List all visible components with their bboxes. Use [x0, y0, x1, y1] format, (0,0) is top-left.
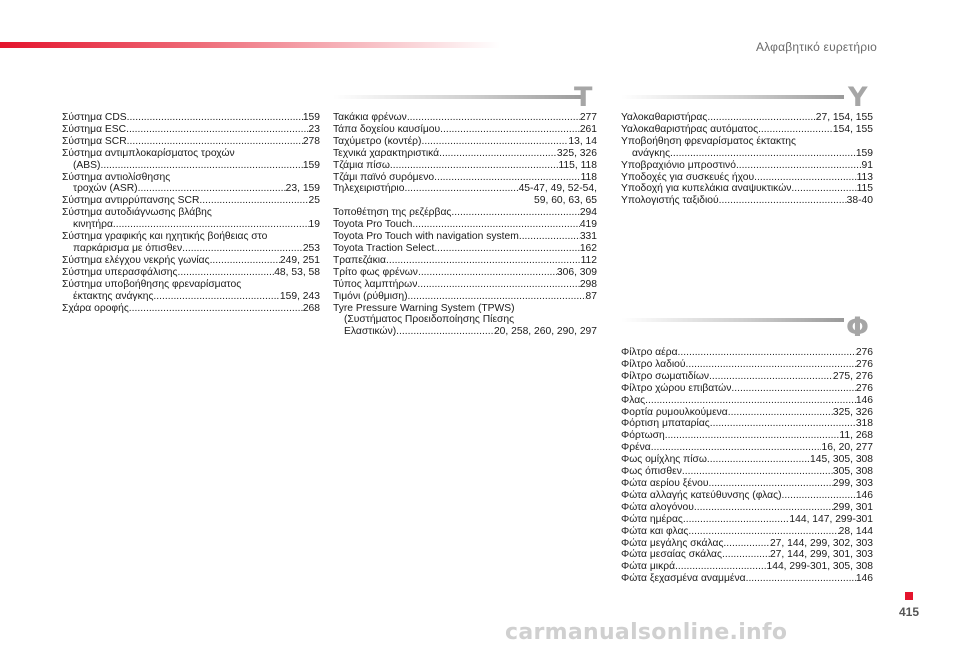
index-entry-term: Τιμόνι (ρύθμιση) — [333, 290, 408, 302]
index-entry-heading: (Συστήματος Προειδοποίησης Πίεσης — [344, 314, 515, 326]
index-entry — [621, 183, 873, 195]
index-entry-pages: 253 — [302, 242, 320, 254]
index-entry-heading: Σύστημα γραφικής και ηχητικής βοήθειας στο — [62, 231, 268, 243]
index-entry-term: Σχάρα οροφής — [62, 302, 129, 314]
index-entry — [621, 538, 873, 550]
index-entry — [333, 183, 597, 195]
index-entry-pages: 299, 301 — [832, 501, 873, 513]
index-entry-term: Σύστημα υπερασφάλισης — [62, 266, 178, 278]
index-entry — [621, 418, 873, 430]
index-entry — [62, 160, 320, 172]
index-entry-pages: 146 — [855, 394, 873, 406]
index-entry-term: Φώτα ξεχασμένα αναμμένα — [621, 573, 746, 585]
page-marker — [905, 592, 913, 600]
index-entry-term: Φόρτιση μπαταρίας — [621, 418, 710, 430]
index-entry-term: ανάγκης — [632, 147, 671, 159]
index-entry-pages: 91 — [861, 159, 873, 171]
section-divider-f — [621, 318, 844, 322]
top-accent-bar — [0, 42, 500, 48]
index-entry-pages: 112 — [580, 254, 597, 266]
index-entry-pages: 118 — [580, 171, 597, 183]
index-entry-pages: 306, 309 — [556, 266, 597, 278]
dot-leader — [396, 326, 494, 338]
index-entry-pages: 16, 20, 277 — [821, 442, 873, 454]
index-entry-pages: 276 — [855, 347, 873, 358]
dot-leader — [434, 243, 580, 255]
dot-leader — [421, 136, 568, 148]
index-entry-continuation: 59, 60, 63, 65 — [534, 195, 597, 207]
index-entry — [621, 148, 873, 160]
index-entry-pages: 27, 144, 299, 302, 303 — [769, 537, 873, 549]
index-entry-term: Φώτα μεσαίας σκάλας — [621, 549, 722, 561]
dot-leader — [651, 442, 822, 454]
dot-leader — [178, 267, 275, 279]
index-entry — [333, 279, 597, 291]
dot-leader — [210, 255, 280, 267]
index-entry — [62, 195, 320, 207]
index-entry-pages: 159 — [302, 112, 320, 123]
dot-leader — [708, 478, 832, 490]
index-entry-term: Τακάκια φρένων — [333, 112, 407, 123]
dot-leader — [731, 383, 855, 395]
dot-leader — [758, 124, 833, 136]
index-entry-term: παρκάρισμα με όπισθεν — [73, 242, 183, 254]
section-letter-y: Y — [848, 82, 868, 113]
index-entry-term: (ABS) — [73, 159, 101, 171]
index-entry — [333, 112, 597, 124]
index-entry — [621, 490, 873, 502]
index-entry-term: κινητήρα — [73, 219, 113, 231]
dot-leader — [710, 418, 856, 430]
watermark: carmanualsonline.info — [505, 620, 788, 645]
index-entry-term: Σύστημα CDS — [62, 112, 127, 123]
index-entry-pages: 145, 305, 308 — [810, 454, 873, 466]
dot-leader — [683, 514, 790, 526]
index-entry-pages: 154, 155 — [832, 123, 873, 135]
index-entry — [62, 124, 320, 136]
index-entry-term: Υαλοκαθαριστήρας — [621, 112, 708, 123]
index-entry-pages: 278 — [302, 135, 320, 147]
dot-leader — [182, 243, 303, 255]
index-entry-heading: Σύστημα αυτοδιάγνωσης βλάβης — [62, 207, 212, 219]
index-entry-pages: 146 — [855, 573, 873, 585]
index-entry-term: έκτακτης ανάγκης — [73, 290, 154, 302]
index-entry-term: Σύστημα ESC — [62, 123, 127, 135]
dot-leader — [670, 148, 856, 160]
index-entry — [621, 526, 873, 538]
index-entry-term: Τύπος λαμπτήρων — [333, 278, 418, 290]
dot-leader — [417, 279, 579, 291]
index-entry-pages: 419 — [579, 219, 597, 231]
index-entry-term: Τάπα δοχείου καυσίμου — [333, 123, 441, 135]
index-entry-term: Υποδοχή για κυπελάκια αναψυκτικών — [621, 183, 792, 195]
index-column-sigma — [62, 112, 320, 314]
dot-leader — [408, 291, 586, 303]
index-entry-heading: Σύστημα αντιολίσθησης — [62, 171, 171, 183]
index-entry-pages: 159 — [855, 147, 873, 159]
index-entry-term: Φίλτρο αέρα — [621, 347, 678, 358]
index-entry — [333, 291, 597, 303]
index-entry — [62, 243, 320, 255]
index-entry — [621, 172, 873, 184]
index-entry — [62, 303, 320, 315]
index-entry-term: Τοποθέτηση της ρεζέρβας — [333, 207, 452, 219]
dot-leader — [412, 219, 579, 231]
index-entry-pages: 159, 243 — [279, 290, 320, 302]
index-entry-term: Φώτα μικρά — [621, 561, 676, 573]
index-entry-term: Σύστημα SCR — [62, 135, 127, 147]
index-entry-heading: Υποβοήθηση φρεναρίσματος έκτακτης — [621, 135, 796, 147]
index-entry — [621, 383, 873, 395]
index-entry — [621, 561, 873, 573]
index-entry — [333, 160, 597, 172]
dot-leader — [791, 183, 856, 195]
index-entry-pages: 27, 154, 155 — [815, 112, 873, 123]
index-entry — [621, 160, 873, 172]
index-entry-pages: 275, 276 — [832, 370, 873, 382]
index-entry-pages: 25 — [308, 195, 320, 207]
index-entry-term: Τρίτο φως φρένων — [333, 266, 418, 278]
index-entry-pages: 20, 258, 260, 290, 297 — [493, 326, 597, 338]
index-entry-term: Toyota Pro Touch with navigation system — [333, 231, 519, 243]
dot-leader — [386, 255, 581, 267]
index-entry-pages: 115, 118 — [558, 159, 597, 171]
index-entry — [333, 243, 597, 255]
index-entry — [333, 207, 597, 219]
dot-leader — [129, 303, 303, 315]
index-entry — [62, 112, 320, 124]
index-entry — [621, 395, 873, 407]
index-entry-term: Toyota Pro Touch — [333, 219, 413, 231]
dot-leader — [722, 549, 770, 561]
index-entry-pages: 276 — [855, 382, 873, 394]
index-entry — [621, 347, 873, 359]
index-entry-term: Φώτα αλογόνου — [621, 501, 694, 513]
dot-leader — [709, 371, 833, 383]
index-entry — [62, 291, 320, 303]
dot-leader — [100, 160, 302, 172]
dot-leader — [407, 112, 580, 124]
index-entry-term: Φίλτρο σωματιδίων — [621, 370, 710, 382]
index-entry-pages: 276 — [855, 358, 873, 370]
index-entry-term: Φώτα αλλαγής κατεύθυνσης (φλας) — [621, 489, 782, 501]
index-entry-pages: 13, 14 — [568, 135, 597, 147]
index-entry-term: Τεχνικά χαρακτηριστικά — [333, 147, 440, 159]
dot-leader — [439, 148, 557, 160]
index-entry-pages: 38-40 — [846, 195, 873, 207]
index-entry — [333, 124, 597, 136]
index-entry-pages: 305, 308 — [832, 466, 873, 478]
dot-leader — [113, 219, 309, 231]
index-entry-term: Φλας — [621, 394, 646, 406]
index-entry — [333, 219, 597, 231]
dot-leader — [126, 124, 308, 136]
index-entry — [621, 502, 873, 514]
dot-leader — [736, 160, 862, 172]
index-entry — [62, 267, 320, 279]
index-entry-term: Φώτα μεγάλης σκάλας — [621, 537, 724, 549]
index-entry-term: Τηλεχειριστήριο — [333, 183, 405, 195]
index-entry-pages: 115 — [856, 183, 873, 195]
dot-leader — [665, 430, 840, 442]
index-entry-pages: 268 — [302, 302, 320, 314]
index-entry-term: Toyota Traction Select — [333, 242, 435, 254]
dot-leader — [153, 291, 279, 303]
index-entry — [621, 478, 873, 490]
dot-leader — [707, 112, 815, 124]
dot-leader — [754, 172, 856, 184]
index-entry — [333, 267, 597, 279]
index-entry-heading: Σύστημα αντιμπλοκαρίσματος τροχών — [62, 147, 235, 159]
index-entry-pages: 146 — [855, 489, 873, 501]
index-entry-pages: 159 — [302, 159, 320, 171]
page-number: 415 — [899, 605, 920, 619]
dot-leader — [440, 124, 580, 136]
dot-leader — [719, 195, 847, 207]
index-entry-term: Φώτα ημέρας — [621, 513, 683, 525]
index-entry-pages: 48, 53, 58 — [274, 266, 320, 278]
index-entry-pages: 299, 303 — [832, 477, 873, 489]
index-entry-term: Φώτα και φλας — [621, 525, 689, 537]
dot-leader — [682, 466, 833, 478]
index-entry-term: Φίλτρο λαδιού — [621, 358, 686, 370]
index-entry-pages: 45-47, 49, 52-54, — [518, 183, 597, 195]
index-entry-term: Τζάμια πίσω — [333, 159, 390, 171]
index-entry-pages: 325, 326 — [556, 147, 597, 159]
index-entry-term: Υαλοκαθαριστήρας αυτόματος — [621, 123, 759, 135]
index-entry-term: Φορτία ρυμουλκούμενα — [621, 406, 728, 418]
index-entry-pages: 249, 251 — [279, 254, 320, 266]
index-entry-pages: 27, 144, 299, 301, 303 — [769, 549, 873, 561]
index-entry — [621, 371, 873, 383]
index-entry-term: Ταχύμετρο (κοντέρ) — [333, 135, 422, 147]
index-entry-pages: 23 — [308, 123, 320, 135]
index-entry-term: Φρένα — [621, 442, 651, 454]
index-column-y — [621, 112, 873, 207]
dot-leader — [723, 538, 770, 550]
index-entry-pages: 113 — [856, 171, 873, 183]
index-column-t — [333, 112, 597, 338]
dot-leader — [404, 183, 518, 195]
index-entry — [62, 219, 320, 231]
section-divider-t — [333, 95, 585, 99]
dot-leader — [694, 502, 833, 514]
index-entry — [333, 326, 597, 338]
index-entry — [333, 148, 597, 160]
index-entry-term: Τζάμι παϊνό συρόμενο — [333, 171, 435, 183]
index-entry-heading: Σύστημα υποβοήθησης φρεναρίσματος — [62, 278, 242, 290]
index-entry-pages: 294 — [579, 207, 597, 219]
index-entry-term: Φίλτρο χώρου επιβατών — [621, 382, 732, 394]
index-entry — [621, 112, 873, 124]
index-entry — [621, 195, 873, 207]
dot-leader — [199, 195, 308, 207]
index-entry-pages: 11, 268 — [839, 430, 873, 442]
dot-leader — [390, 160, 559, 172]
dot-leader — [686, 359, 856, 371]
dot-leader — [451, 207, 579, 219]
index-entry — [621, 407, 873, 419]
index-entry-term: Υπολογιστής ταξιδιού — [621, 195, 719, 207]
index-entry-term: Σύστημα αντιρρύπανσης SCR — [62, 195, 200, 207]
dot-leader — [434, 172, 580, 184]
index-entry-pages: 87 — [585, 290, 597, 302]
dot-leader — [707, 454, 810, 466]
index-entry — [621, 359, 873, 371]
index-entry — [621, 442, 873, 454]
index-entry — [621, 549, 873, 561]
index-entry — [333, 136, 597, 148]
index-entry-pages: 325, 326 — [832, 406, 873, 418]
index-entry-pages: 261 — [579, 123, 597, 135]
index-entry — [62, 255, 320, 267]
section-divider-y — [621, 95, 844, 99]
dot-leader — [127, 136, 303, 148]
dot-leader — [127, 112, 303, 124]
dot-leader — [645, 395, 856, 407]
index-entry-pages: 28, 144 — [838, 525, 873, 537]
index-entry-pages: 277 — [579, 112, 597, 123]
index-entry — [621, 514, 873, 526]
dot-leader — [418, 267, 557, 279]
index-entry — [333, 255, 597, 267]
index-entry — [621, 466, 873, 478]
page-header-title: Αλφαβητικό ευρετήριο — [755, 40, 877, 54]
index-entry-term: Τραπεζάκια — [333, 254, 386, 266]
dot-leader — [728, 407, 833, 419]
index-entry — [333, 231, 597, 243]
dot-leader — [519, 231, 580, 243]
index-entry-term: Ελαστικών) — [344, 326, 397, 338]
index-entry — [621, 454, 873, 466]
index-entry-term: Φώτα αερίου ξένου — [621, 477, 709, 489]
index-entry-pages: 331 — [579, 231, 597, 243]
index-entry-term: Υποδοχές για συσκευές ήχου — [621, 171, 755, 183]
index-entry-term: Φόρτωση — [621, 430, 665, 442]
index-entry-pages: 23, 159 — [285, 183, 320, 195]
index-entry-pages: 144, 299-301, 305, 308 — [766, 561, 873, 573]
dot-leader — [138, 183, 286, 195]
dot-leader — [688, 526, 838, 538]
index-entry-term: Φως όπισθεν — [621, 466, 682, 478]
index-entry-term: Φως ομίχλης πίσω — [621, 454, 707, 466]
index-entry-pages: 318 — [855, 418, 873, 430]
dot-leader — [678, 347, 856, 359]
index-entry-pages: 19 — [308, 219, 320, 231]
dot-leader — [675, 561, 766, 573]
index-entry-term: Σύστημα ελέγχου νεκρής γωνίας — [62, 254, 210, 266]
index-entry — [621, 124, 873, 136]
index-entry — [62, 183, 320, 195]
section-letter-f: Φ — [846, 312, 869, 343]
index-entry-heading: Tyre Pressure Warning System (TPWS) — [333, 302, 515, 314]
index-entry-pages: 162 — [579, 242, 597, 254]
index-entry — [333, 172, 597, 184]
index-entry — [62, 136, 320, 148]
index-entry-pages: 144, 147, 299-301 — [789, 513, 873, 525]
index-entry-term: τροχών (ASR) — [73, 183, 138, 195]
index-column-f — [621, 347, 873, 585]
index-entry-term: Υποβραχιόνιο μπροστινό — [621, 159, 736, 171]
section-letter-t: T — [574, 82, 593, 113]
dot-leader — [782, 490, 856, 502]
index-entry — [621, 430, 873, 442]
index-entry-pages: 298 — [579, 278, 597, 290]
dot-leader — [746, 573, 856, 585]
index-entry — [621, 573, 873, 585]
